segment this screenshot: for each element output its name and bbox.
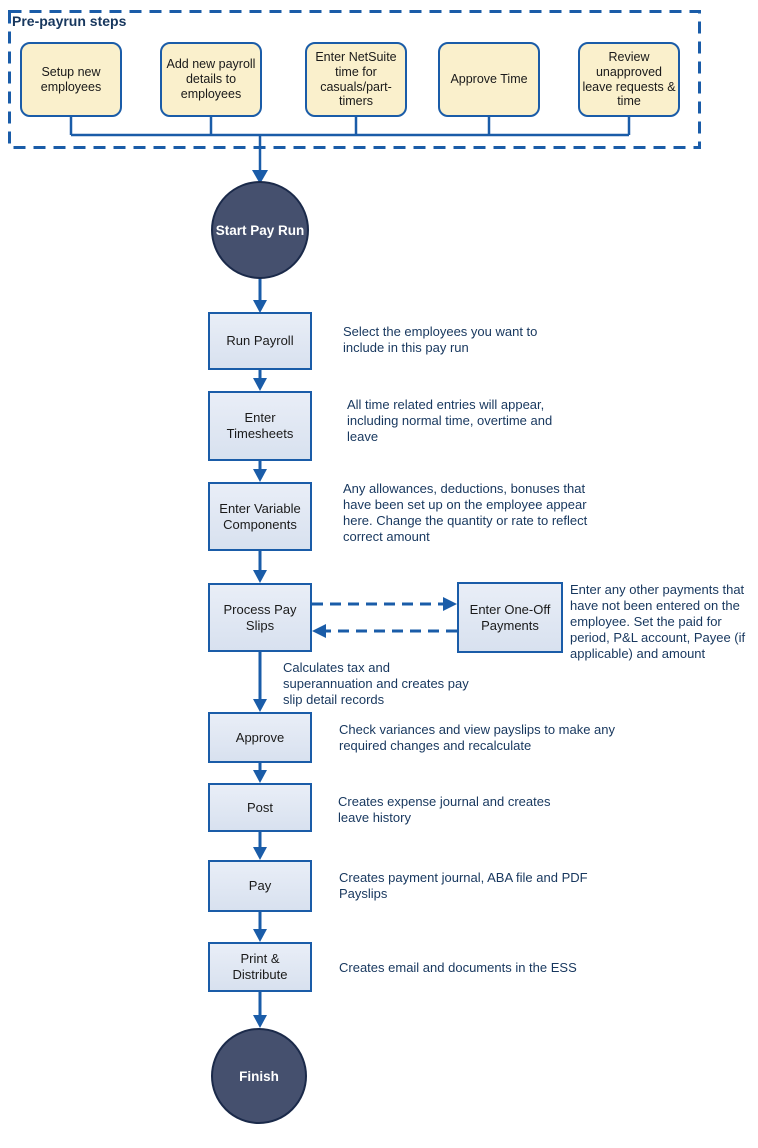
pre-step-review-unapproved-leave [578, 42, 680, 117]
pre-payrun-connectors [71, 115, 629, 172]
step-label: Run Payroll [226, 333, 294, 349]
note-approve: Check variances and view payslips to make any required changes and recalculate [339, 722, 616, 753]
step-label: Enter One-Off Payments [469, 601, 551, 633]
note-print-distribute: Creates email and documents in the ESS [339, 960, 577, 975]
step-label: Enter Timesheets [226, 410, 294, 441]
one-off-dashed-arrows [312, 597, 457, 638]
step-print-distribute [208, 942, 312, 992]
note-post: Creates expense journal and creates leave history [338, 794, 551, 825]
note-run-payroll: Select the employees you want to include in this pay run [343, 324, 538, 355]
pre-payrun-title: Pre-payrun steps [12, 13, 127, 29]
step-post [208, 783, 312, 832]
step-label: Approve [235, 729, 285, 745]
pre-step-label: Add new payroll details to employees [166, 57, 256, 101]
step-label: Post [246, 799, 273, 815]
step-approve [208, 712, 312, 763]
note-enter-variable-components: Any allowances, deductions, bonuses that have been set up on the employee appear here. Change the quantity or rate to reflect correct amount [343, 481, 588, 544]
note-enter-timesheets: All time related entries will appear, including normal time, overtime and leave [347, 397, 553, 444]
finish-circle [211, 1028, 307, 1124]
step-label: Enter Variable Components [219, 500, 301, 532]
note-process-pay-slips: Calculates tax and superannuation and creates pay slip detail records [283, 660, 469, 707]
pre-step-label: Setup new employees [40, 64, 102, 94]
pre-step-setup-new-employees [20, 42, 122, 117]
step-enter-variable-components [208, 482, 312, 551]
step-run-payroll [208, 312, 312, 370]
pre-step-approve-time [438, 42, 540, 117]
step-label: Pay [248, 878, 272, 894]
step-pay [208, 860, 312, 912]
step-enter-timesheets [208, 391, 312, 461]
start-label: Start Pay Run [215, 222, 305, 238]
note-pay: Creates payment journal, ABA file and PDF Payslips [339, 870, 588, 901]
note-enter-one-off-payments: Enter any other payments that have not been entered on the employee. Set the paid for period, P&L account, Payee (if applicable) and amount [570, 582, 746, 661]
pre-step-label: Approve Time [450, 72, 528, 87]
step-enter-one-off-payments [457, 582, 563, 653]
step-process-pay-slips [208, 583, 312, 652]
step-label: Print & Distribute [232, 951, 288, 982]
start-circle [211, 181, 309, 279]
pre-step-label: Review unapproved leave requests & time [582, 50, 676, 109]
finish-label: Finish [239, 1068, 279, 1084]
pre-step-enter-netsuite-time [305, 42, 407, 117]
pre-step-label: Enter NetSuite time for casuals/part-timers [315, 50, 397, 109]
pre-step-add-payroll-details [160, 42, 262, 117]
step-label: Process Pay Slips [223, 601, 297, 633]
